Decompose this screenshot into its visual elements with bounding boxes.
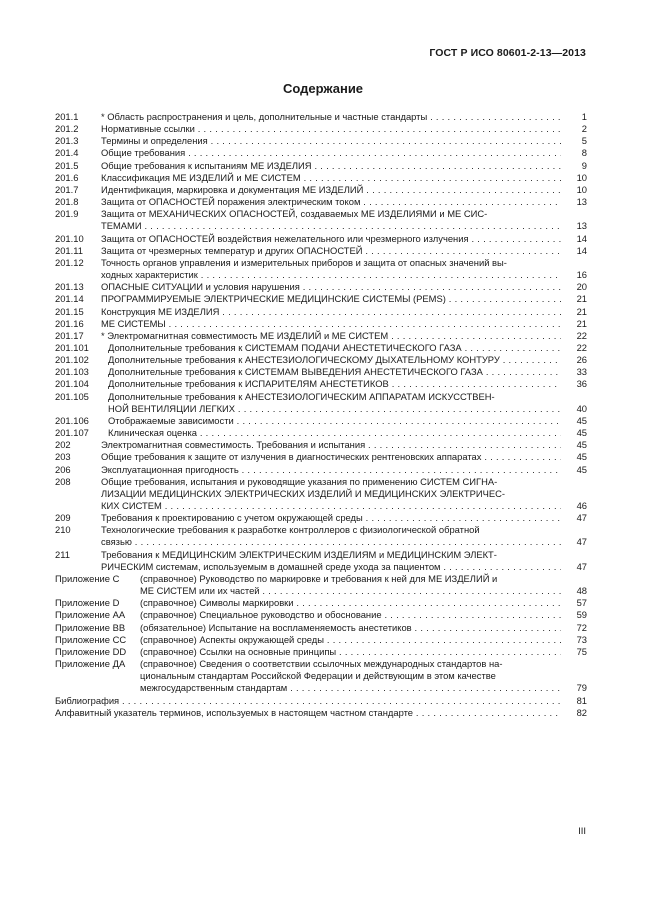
toc-entry-number: 208 (55, 475, 71, 487)
toc-entry[interactable] (55, 524, 587, 548)
toc-entry-page: 2 (581, 123, 587, 135)
toc-entry-number: Приложение DD (55, 645, 127, 657)
toc-entry[interactable] (55, 184, 587, 196)
toc-entry-page: 16 (576, 269, 587, 281)
toc-entry-title: Классификация МЕ ИЗДЕЛИЙ и МЕ СИСТЕМ . . . (101, 172, 561, 184)
toc-entry-title: КИХ СИСТЕМ . . . (101, 500, 561, 512)
toc-entry[interactable] (55, 634, 587, 646)
toc-entry[interactable] (55, 464, 587, 476)
toc-entry-title: ПРОГРАММИРУЕМЫЕ ЭЛЕКТРИЧЕСКИЕ МЕДИЦИНСКИЕ СИСТЕМЫ (PEMS) . . . (101, 293, 561, 305)
toc-entry-page: 33 (576, 366, 587, 378)
toc-entry-page: 47 (576, 536, 587, 548)
toc-entry[interactable] (55, 135, 587, 147)
toc-entry[interactable] (55, 695, 587, 707)
toc-entry-number: 211 (55, 548, 70, 560)
toc-entry-title: Дополнительные требования к ИСПАРИТЕЛЯМ АНЕСТЕТИКОВ . . . (108, 378, 561, 390)
toc-entry-number: 201.1 (55, 111, 79, 122)
toc-entry-title: ходных характеристик . . . (101, 269, 561, 281)
toc-entry-page: 72 (576, 621, 587, 633)
toc-entry-page: 47 (576, 512, 587, 524)
toc-entry-page: 20 (576, 281, 587, 293)
toc-entry[interactable] (55, 391, 587, 415)
toc-entry-title: Отображаемые зависимости . . . (108, 415, 561, 427)
toc-entry-number: 203 (55, 451, 71, 463)
toc-entry-page: 47 (576, 560, 587, 572)
toc-entry[interactable] (55, 609, 587, 621)
toc-entry[interactable] (55, 378, 587, 390)
toc-entry-number: 201.12 (55, 256, 84, 268)
toc-entry[interactable] (55, 330, 587, 342)
toc-entry[interactable] (55, 342, 587, 354)
toc-entry[interactable] (55, 123, 587, 135)
toc-entry-page: 8 (581, 147, 587, 159)
toc-entry[interactable] (55, 257, 587, 281)
toc-entry[interactable] (55, 366, 587, 378)
toc-entry[interactable] (55, 622, 587, 634)
toc-entry-number: 201.104 (55, 378, 89, 390)
toc-entry[interactable] (55, 707, 587, 719)
toc-entry[interactable] (55, 306, 587, 318)
toc-entry-page: 5 (581, 135, 587, 147)
toc-entry-page: 13 (576, 220, 587, 232)
document-code: ГОСТ Р ИСО 80601-2-13—2013 (429, 47, 586, 59)
toc-entry-title: ОПАСНЫЕ СИТУАЦИИ и условия нарушения . . . (101, 281, 561, 293)
toc-entry-title: (справочное) Ссылки на основные принципы . . . (140, 646, 561, 658)
toc-entry-title: НОЙ ВЕНТИЛЯЦИИ ЛЕГКИХ . . . (108, 403, 561, 415)
toc-entry-number: 201.10 (55, 232, 84, 244)
toc-entry-number: 201.101 (55, 341, 89, 353)
toc-entry-title: Дополнительные требования к АНЕСТЕЗИОЛОГИЧЕСКОМУ ДЫХАТЕЛЬНОМУ КОНТУРУ . . . (108, 354, 561, 366)
toc-entry-title: Общие требования . . . (101, 147, 561, 159)
toc-entry-page: 14 (576, 232, 587, 244)
toc-entry-number: 201.4 (55, 147, 79, 159)
toc-entry-title: (обязательное) Испытание на воспламеняемость анестетиков . . . (140, 622, 561, 634)
toc-entry-page: 45 (576, 451, 587, 463)
toc-entry-title: Библиография . . . (55, 695, 561, 707)
toc-entry-page: 45 (576, 439, 587, 451)
toc-entry-title: Общие требования к защите от излучения в диагностических рентгеновских аппаратах . . . (101, 451, 561, 463)
toc-entry-title: * Область распространения и цель, дополнительные и частные стандарты . . . (101, 111, 561, 123)
toc-entry-number: 201.105 (55, 390, 89, 402)
toc-entry[interactable] (55, 415, 587, 427)
toc-entry[interactable] (55, 293, 587, 305)
toc-entry-page: 22 (576, 341, 587, 353)
toc-entry-title: Нормативные ссылки . . . (101, 123, 561, 135)
toc-entry-page: 21 (576, 293, 587, 305)
toc-entry[interactable] (55, 111, 587, 123)
toc-entry-title: Дополнительные требования к СИСТЕМАМ ВЫВЕДЕНИЯ АНЕСТЕТИЧЕСКОГО ГАЗА . . . (108, 366, 561, 378)
toc-entry[interactable] (55, 354, 587, 366)
toc-entry-number: 201.6 (55, 171, 79, 183)
toc-entry-number: 201.16 (55, 317, 84, 329)
toc-entry-page: 73 (576, 633, 587, 645)
toc-entry-number: 201.17 (55, 329, 84, 341)
toc-entry-number: 201.11 (55, 244, 83, 256)
toc-entry[interactable] (55, 658, 587, 694)
toc-entry-title: Дополнительные требования к АНЕСТЕЗИОЛОГИЧЕСКИМ АППАРАТАМ ИСКУССТВЕН- (108, 390, 495, 402)
toc-entry-title: (справочное) Символы маркировки . . . (140, 597, 561, 609)
toc-entry-page: 10 (576, 171, 587, 183)
toc-entry[interactable] (55, 160, 587, 172)
toc-entry[interactable] (55, 427, 587, 439)
toc-entry-number: Приложение D (55, 597, 120, 609)
toc-entry-title: связью . . . (101, 536, 561, 548)
toc-entry-title: циональным стандартам Российской Федерации и действующим в этом качестве (140, 670, 496, 682)
toc-entry-number: 201.106 (55, 414, 89, 426)
toc-entry-page: 9 (581, 159, 587, 171)
toc-entry-title: Защита от ОПАСНОСТЕЙ поражения электрическим током . . . (101, 196, 561, 208)
toc-entry-page: 46 (576, 500, 587, 511)
toc-entry[interactable] (55, 318, 587, 330)
toc-entry-number: 201.102 (55, 354, 89, 366)
toc-entry-title: Клиническая оценка . . . (108, 427, 561, 439)
toc-entry-page: 40 (576, 402, 587, 414)
toc-entry-title: Защита от чрезмерных температур и других ОПАСНОСТЕЙ . . . (101, 245, 561, 257)
toc-entry-page: 13 (576, 196, 587, 208)
toc-entry-title: (справочное) Руководство по маркировке и требования к ней для МЕ ИЗДЕЛИЙ и (140, 572, 498, 584)
toc-entry[interactable] (55, 573, 587, 597)
toc-entry-title: межгосударственным стандартам . . . (140, 682, 561, 694)
toc-entry-title: ТЕМАМИ . . . (101, 220, 561, 232)
toc-entry[interactable] (55, 147, 587, 159)
toc-entry-number: 201.7 (55, 183, 79, 195)
toc-entry-title: Электромагнитная совместимость. Требования и испытания . . . (101, 439, 561, 451)
toc-entry-page: 22 (576, 329, 587, 341)
toc-entry-title: МЕ СИСТЕМ или их частей . . . (140, 585, 561, 597)
toc-entry-title: Защита от ОПАСНОСТЕЙ воздействия нежелательного или чрезмерного излучения . . . (101, 233, 561, 245)
toc-entry-title: Эксплуатационная пригодность . . . (101, 464, 561, 476)
toc-entry-page: 1 (581, 111, 587, 122)
toc-entry-title: РИЧЕСКИМ системам, используемым в домашней среде ухода за пациентом . . . (101, 561, 561, 573)
toc-entry[interactable] (55, 646, 587, 658)
toc-entry-number: 201.103 (55, 366, 89, 378)
toc-entry-page: 81 (576, 694, 587, 706)
toc-entry[interactable] (55, 245, 587, 257)
toc-entry-page: 21 (576, 305, 587, 317)
toc-entry-title: (справочное) Сведения о соответствии ссылочных международных стандартов на- (140, 658, 503, 670)
toc-entry-number: 206 (55, 463, 71, 475)
toc-entry-page: 75 (576, 645, 587, 657)
toc-entry-number: 201.2 (55, 123, 79, 135)
toc-entry[interactable] (55, 451, 587, 463)
toc-entry[interactable] (55, 208, 587, 232)
toc-entry[interactable] (55, 439, 587, 451)
toc-entry-title: Технологические требования к разработке контроллеров с физиологической обратной (101, 524, 480, 536)
toc-entry-number: Приложение С (55, 572, 120, 584)
toc-entry-title: Алфавитный указатель терминов, используемых в настоящем частном стандарте . . . (55, 707, 561, 719)
toc-entry-number: 201.9 (55, 208, 79, 220)
toc-entry-title: Конструкция МЕ ИЗДЕЛИЯ . . . (101, 306, 561, 318)
toc-entry-title: Идентификация, маркировка и документация МЕ ИЗДЕЛИЙ . . . (101, 184, 561, 196)
toc-entry[interactable] (55, 172, 587, 184)
toc-entry-title: (справочное) Аспекты окружающей среды . . . (140, 634, 561, 646)
toc-entry[interactable] (55, 549, 587, 573)
toc-entry-title: Общие требования, испытания и руководящие указания по применению СИСТЕМ СИГНА- (101, 475, 498, 487)
table-of-contents (55, 111, 587, 719)
toc-entry-number: 202 (55, 439, 71, 451)
toc-entry-page: 45 (576, 463, 587, 475)
toc-entry-page: 14 (576, 244, 587, 256)
toc-entry-number: 201.3 (55, 135, 79, 147)
toc-entry-title: Дополнительные требования к СИСТЕМАМ ПОДАЧИ АНЕСТЕТИЧЕСКОГО ГАЗА . . . (108, 342, 561, 354)
toc-entry-page: 48 (576, 585, 587, 597)
toc-entry-page: 21 (576, 317, 587, 329)
toc-entry-number: 209 (55, 512, 71, 524)
toc-entry-title: (справочное) Специальное руководство и обоснование . . . (140, 609, 561, 621)
toc-entry-title: Защита от МЕХАНИЧЕСКИХ ОПАСНОСТЕЙ, создаваемых МЕ ИЗДЕЛИЯМИ и МЕ СИС- (101, 208, 488, 220)
toc-entry-title: Требования к МЕДИЦИНСКИМ ЭЛЕКТРИЧЕСКИМ ИЗДЕЛИЯМ и МЕДИЦИНСКИМ ЭЛЕКТ- (101, 548, 497, 560)
toc-entry-number: 210 (55, 524, 71, 536)
toc-entry[interactable] (55, 512, 587, 524)
toc-entry-number: 201.8 (55, 196, 79, 208)
toc-entry-title: ЛИЗАЦИИ МЕДИЦИНСКИХ ЭЛЕКТРИЧЕСКИХ ИЗДЕЛИЙ И МЕДИЦИНСКИХ ЭЛЕКТРИЧЕС- (101, 487, 505, 499)
toc-entry-page: 59 (576, 609, 587, 621)
toc-entry-page: 10 (576, 183, 587, 195)
toc-entry[interactable] (55, 476, 587, 512)
toc-entry[interactable] (55, 196, 587, 208)
toc-entry-page: 45 (576, 414, 587, 426)
toc-entry-page: 45 (576, 427, 587, 439)
page-number: III (578, 826, 586, 837)
toc-entry-number: Приложение СС (55, 633, 127, 645)
toc-entry-page: 36 (576, 378, 587, 390)
toc-entry-page: 82 (576, 706, 587, 718)
toc-entry-title: МЕ СИСТЕМЫ . . . (101, 318, 561, 330)
toc-entry-title: Точность органов управления и измерительных приборов и защита от опасных значений вы- (101, 256, 507, 268)
page-title: Содержание (282, 81, 364, 96)
toc-entry-title: * Электромагнитная совместимость МЕ ИЗДЕЛИЙ и МЕ СИСТЕМ . . . (101, 330, 561, 342)
toc-entry-title: Общие требования к испытаниям МЕ ИЗДЕЛИЯ . . . (101, 160, 561, 172)
toc-entry-number: 201.15 (55, 305, 84, 317)
toc-entry-title: Требования к проектированию с учетом окружающей среды . . . (101, 512, 561, 524)
toc-entry-number: 201.5 (55, 159, 79, 171)
toc-entry-number: Приложение ВВ (55, 621, 126, 633)
toc-entry-number: 201.14 (55, 293, 84, 305)
toc-entry-number: Приложение АА (55, 609, 126, 621)
toc-entry-title: Термины и определения . . . (101, 135, 561, 147)
toc-entry-page: 57 (576, 597, 587, 609)
toc-entry[interactable] (55, 233, 587, 245)
toc-entry[interactable] (55, 597, 587, 609)
toc-entry-number: 201.107 (55, 427, 89, 439)
toc-entry-number: 201.13 (55, 281, 84, 293)
toc-entry-page: 79 (576, 682, 587, 694)
toc-entry[interactable] (55, 281, 587, 293)
toc-entry-page: 26 (576, 354, 587, 366)
toc-entry-number: Приложение ДА (55, 658, 126, 670)
